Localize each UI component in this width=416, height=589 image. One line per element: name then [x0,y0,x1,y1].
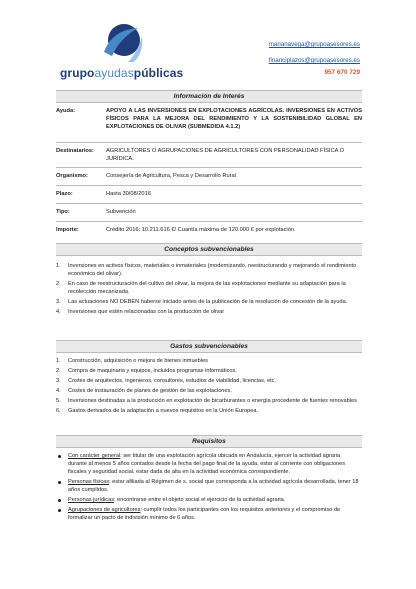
bullet-icon [58,509,61,512]
item-text: : cumplir todos los participantes con los requisitos anteriores y el compromiso de formalizar un pacto de indivisión mínimo de 6 años. [68,507,341,521]
destinatarios-label: Destinatarios: [56,148,94,154]
divider [56,185,362,186]
list-item [68,496,360,504]
conceptos-list [56,262,360,318]
list-item [56,308,360,316]
item-number: 4. [56,309,61,315]
divider [56,221,362,222]
bullet-icon [58,499,61,502]
ayuda-value: APOYO A LAS INVERSIONES EN EXPLOTACIONES AGRÍCOLAS. INVERSIONES EN ACTIVOS FÍSICOS PARA LA MEJORA DEL RENDIMIENTO Y LA SOSTENIBILIDAD GLOBAL EN EXPLOTACIONES DE OLIVAR (SUBMEDIDA 4.1.2) [106,108,362,130]
brand-mid: ayudas [94,66,134,80]
email-link-2[interactable]: financiplazos@grupoasesores.es [268,57,360,64]
item-text: Inversiones que estén relacionadas con la producción de olivar [68,309,225,315]
item-text: Gastos derivados de la adaptación a nuevos requisitos en la Unión Europea. [68,408,258,414]
item-text: Costes de arquitectos, ingenieros, consultores, estudios de viabilidad, licencias, etc. [68,378,277,384]
destinatarios-value: AGRICULTORES O AGRUPACIONES DE AGRICULTORES CON PERSONALIDAD FÍSICA O JURÍDICA. [106,148,345,162]
item-number: 3. [56,299,61,305]
list-item [56,367,360,375]
item-text: Construcción, adquisición o mejora de bienes inmuebles [68,358,208,364]
phone-number: 957 670 729 [324,69,360,76]
item-text: : estar afiliada al Régimen de s. social que corresponda a la actividad agrícola desarrollada, tener 18 años cumplidos. [68,479,359,493]
list-item [56,262,360,278]
list-item [68,452,360,476]
item-text: : ser titular de una explotación agrícola ubicada en Andalucía, ejercer la actividad agraria durante al menos 5 años contados desde la fecha del pago final de la ayuda, estar al corriente con obligaciones fiscales y seguridad social, estar dada de alta en la actividad económica correspondiente. [68,453,346,475]
gastos-list [56,357,360,417]
info-section-title: Información de Interés [56,90,362,103]
list-item [56,357,360,365]
importe-value: Crédito 2016: 10.211.616 €/ Cuantía máxima de 120.000 € por explotación. [106,227,296,233]
item-number: 6. [56,408,61,414]
brand-name [60,66,183,80]
item-number: 5. [56,398,61,404]
item-number: 1. [56,263,61,269]
list-item [56,280,360,296]
item-text: Las actuaciones NO DEBEN haberse iniciado antes de la publicación de la resolución de concesión de la ayuda. [68,299,348,305]
item-text: Inversiones en activos físicos, materiales o inmateriales (modernizando, reestructurando y mejorando el rendimiento económico del olivar). [68,263,357,277]
list-item [56,407,360,415]
organismo-label: Organismo: [56,173,88,179]
item-text: : encontrarse entre el objeto social el ejercicio de la actividad agraria. [114,497,286,503]
requisitos-list [68,452,360,524]
list-item [56,377,360,385]
contact-block [269,40,360,78]
brand-logo [60,22,200,82]
brand-prefix: grupo [60,66,95,80]
item-label: Personas jurídicas [68,497,115,503]
divider [56,167,362,168]
item-text: Inversiones destinadas a la producción en explotación de bicarburantes o energía procedente de fuentes renovables [68,398,357,404]
item-number: 4. [56,388,61,394]
item-text: Compra de maquinaria y equipos, incluidos programas informáticos. [68,368,237,374]
ayuda-row [56,107,362,141]
ayuda-label: Ayuda: [56,108,76,114]
plazo-value: Hasta 30/08/2016 [106,191,151,197]
divider [56,203,362,204]
item-text: Costes de instauración de planes de gestión de las explotaciones. [68,388,232,394]
brand-suffix: públicas [133,66,184,80]
importe-label: Importe: [56,227,79,233]
item-number: 3. [56,378,61,384]
plazo-label: Plazo: [56,191,73,197]
item-number: 2. [56,281,61,287]
organismo-value: Consejería de Agricultura, Pesca y Desarrollo Rural [106,173,236,179]
bullet-icon [58,481,61,484]
item-text: En caso de reestructuración del cultivo del olivar, la mejora de las explotaciones mediante su adaptación para la recolección mecanizada. [68,281,346,295]
item-number: 2. [56,368,61,374]
gastos-section-title: Gastos subvencionables [56,340,362,353]
tipo-value: Subvención [106,209,136,215]
item-label: Con carácter general [68,453,121,459]
conceptos-section-title: Conceptos subvencionables [56,243,362,256]
logo-mark-icon [98,22,146,64]
bullet-icon [58,455,61,458]
list-item [68,506,360,522]
list-item [56,397,360,405]
list-item [56,387,360,395]
divider [56,142,362,143]
item-number: 1. [56,358,61,364]
list-item [56,298,360,306]
tipo-label: Tipo: [56,209,70,215]
list-item [68,478,360,494]
email-link-1[interactable]: marianavega@grupoasesores.es [268,41,360,48]
requisitos-section-title: Requisitos [56,435,362,448]
item-label: Personas físicas [68,479,110,485]
item-label: Agrupaciones de agricultores [68,507,141,513]
